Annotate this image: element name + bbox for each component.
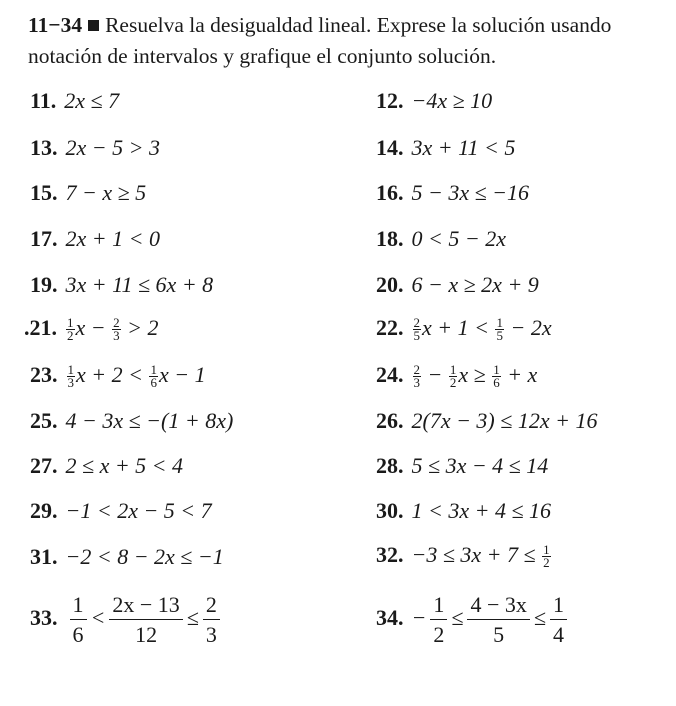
problem-number: 22. [376,315,404,340]
problem-expression: $\frac{2}{5}$ x + 1 < $\frac{1}{5}$ − 2x [413,315,552,343]
problem-number: 11. [30,88,57,113]
problem-number: 18. [376,226,404,251]
problem-number: 25. [30,408,58,433]
fraction: $\frac{1}{6}$ [70,590,87,649]
fraction: $\frac{2}{3}$ [203,590,220,649]
problem-number: 32. [376,542,404,567]
fraction: $\frac{1}{2}$ [449,362,457,390]
problem-16 [376,180,529,206]
fraction: $\frac{1}{5}$ [496,315,503,343]
problem-24 [376,362,537,389]
problem-expression: 6 − x ≥ 2x + 9 [411,272,539,297]
problem-number: 28. [376,453,404,478]
fraction: $\frac{2x - 13}{12}$ [109,590,182,649]
problem-expression: 2x − 5 > 3 [65,135,160,160]
problem-expression: 3x + 11 < 5 [411,135,516,160]
problem-number: 23. [30,362,58,387]
fraction: $\frac{1}{4}$ [550,590,567,649]
problem-number: 30. [376,498,404,523]
problem-number: 14. [376,135,404,160]
problem-expression: $\frac{1}{3}$ x + 2 < $\frac{1}{6}$ x − 1 [67,362,206,390]
instructions [28,10,673,72]
fraction: $\frac{1}{3}$ [67,362,74,390]
fraction: $\frac{1}{2}$ [430,590,447,649]
problem-expression: $\frac{1}{2}$ x − $\frac{2}{3}$ > 2 [67,315,159,343]
problem-34 [376,590,571,649]
problem-number: 26. [376,408,404,433]
problem-expression: 2 ≤ x + 5 < 4 [65,453,184,478]
fraction: $\frac{1}{6}$ [150,362,157,390]
problem-expression: 1 < 3x + 4 ≤ 16 [411,498,552,523]
problem-33 [30,590,224,649]
problem-13 [30,135,160,161]
problem-expression: 5 − 3x ≤ −16 [411,180,530,205]
problem-32 [376,542,552,569]
problem-expression: 2x ≤ 7 [64,88,120,113]
problem-22 [376,315,552,342]
problem-number: 34. [376,604,404,630]
problem-25 [30,408,233,434]
problem-expression: $\frac{2}{3}$ − $\frac{1}{2}$ x ≥ $\frac{1}{6}$ + x [413,362,538,390]
problem-number: 12. [376,88,404,113]
instruction-text: Resuelva la desigualdad lineal. Exprese la solución usando notación de intervalos y grafique el conjunto solución. [28,13,612,68]
problem-26 [376,408,597,434]
problem-expression: −1 < 2x − 5 < 7 [65,498,212,523]
problem-expression: 0 < 5 − 2x [411,226,506,251]
problem-expression: −3 ≤ 3x + 7 ≤ $\frac{1}{2}$ [411,542,550,570]
problem-number: 16. [376,180,404,205]
fraction: $\frac{2}{3}$ [413,362,420,390]
problem-expression: −4x ≥ 10 [411,88,493,113]
problem-15 [30,180,146,206]
problem-expression: $\frac{1}{6}$ < $\frac{2x - 13}{12}$ ≤ $\frac{2}{3}$ [66,605,224,630]
problem-30 [376,498,551,524]
square-bullet-icon [88,20,99,31]
problem-12 [376,88,492,114]
fraction: $\frac{4 - 3x}{5}$ [467,590,529,649]
problem-14 [376,135,515,161]
problem-number: 20. [376,272,404,297]
problem-number: 17. [30,226,58,251]
problem-19 [30,272,213,298]
problem-number: 24. [376,362,404,387]
problem-23 [30,362,206,389]
problem-31 [30,544,224,570]
problem-21 [24,315,158,342]
problem-expression: 7 − x ≥ 5 [65,180,147,205]
problem-17 [30,226,160,252]
problem-range: 11−34 [28,13,83,37]
problem-number: 15. [30,180,58,205]
problem-27 [30,453,183,479]
problem-number: 27. [30,453,58,478]
problem-28 [376,453,548,479]
fraction: $\frac{1}{2}$ [543,542,550,570]
fraction: $\frac{1}{2}$ [67,315,74,343]
problem-expression: 2x + 1 < 0 [65,226,160,251]
problem-number: 19. [30,272,58,297]
problem-number: 29. [30,498,58,523]
problem-11 [30,88,119,114]
problem-number: 31. [30,544,58,569]
fraction: $\frac{2}{3}$ [113,315,120,343]
fraction: $\frac{2}{5}$ [413,315,420,343]
problem-number: 33. [30,604,58,630]
problem-expression: 4 − 3x ≤ −(1 + 8x) [65,408,234,433]
problem-number: .21. [24,315,57,340]
problem-number: 13. [30,135,58,160]
problem-18 [376,226,506,252]
problem-expression: 2(7x − 3) ≤ 12x + 16 [411,408,598,433]
problem-expression: −2 < 8 − 2x ≤ −1 [65,544,224,569]
problem-expression: − $\frac{1}{2}$ ≤ $\frac{4 - 3x}{5}$ ≤ $\frac{1}{4}$ [412,605,571,630]
fraction: $\frac{1}{6}$ [493,362,500,390]
problem-expression: 3x + 11 ≤ 6x + 8 [65,272,214,297]
problem-expression: 5 ≤ 3x − 4 ≤ 14 [411,453,549,478]
problem-20 [376,272,539,298]
problem-29 [30,498,212,524]
